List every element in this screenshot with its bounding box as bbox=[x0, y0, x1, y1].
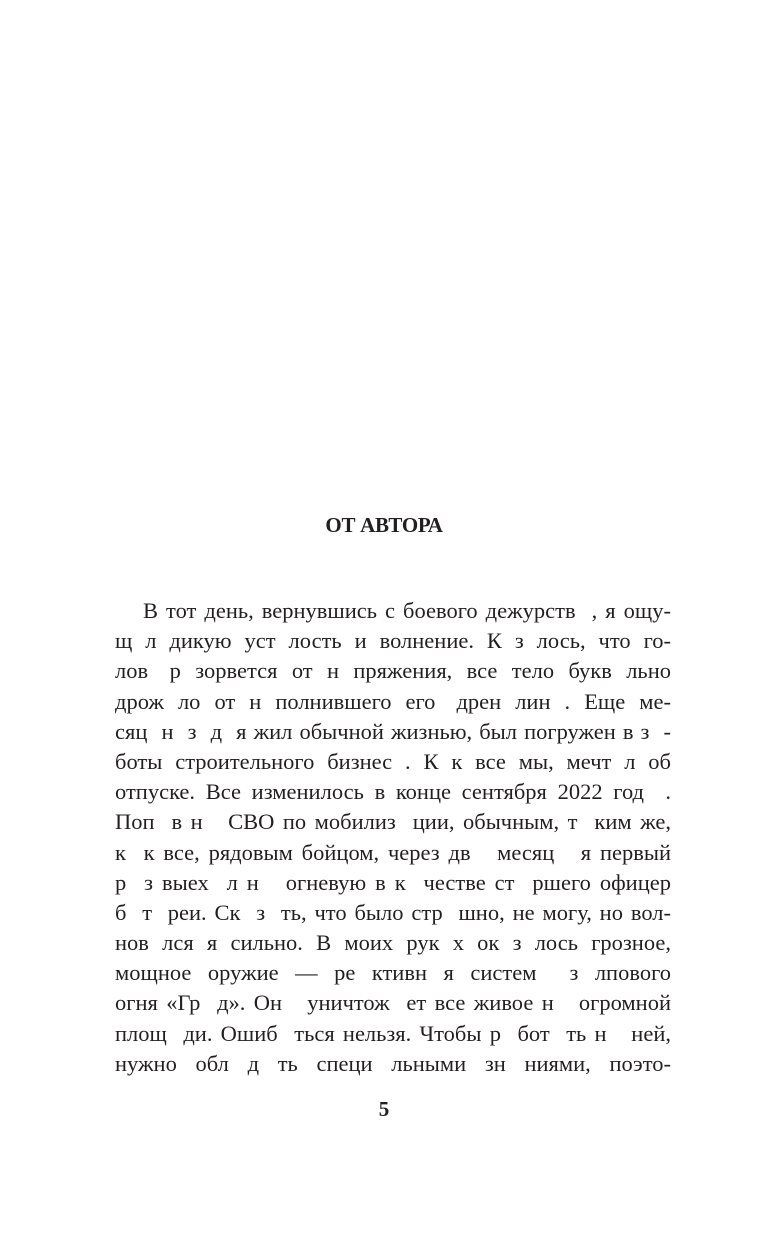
text-line: щ л дикую уст лость и волнение. К з лось, что го- bbox=[115, 628, 671, 654]
chapter-heading: ОТ АВТОРА bbox=[325, 513, 443, 537]
text-line: лов р зорвется от н пряжения, все тело букв льно bbox=[115, 658, 671, 684]
text-line: В тот день, вернувшись с боевого дежурств , я ощу- bbox=[143, 598, 671, 623]
page-number: 5 bbox=[378, 1097, 390, 1121]
text-line: р з выех л н огневую в к честве ст ршего офицер bbox=[115, 869, 671, 895]
text-line: сяц н з д я жил обычной жизнью, был погружен в з - bbox=[115, 718, 671, 744]
text-line: к к все, рядовым бойцом, через дв месяц я первый bbox=[115, 839, 671, 865]
body-paragraph bbox=[115, 596, 671, 1079]
text-line: Поп в н СВО по мобилиз ции, обычным, т ким же, bbox=[115, 809, 671, 835]
text-line: нужно обл д ть специ льными зн ниями, поэто- bbox=[115, 1050, 671, 1076]
text-line: мощное оружие — ре ктивн я систем з лпового bbox=[115, 960, 671, 986]
text-line: дрож ло от н полнившего его дрен лин . Еще ме- bbox=[115, 688, 671, 714]
text-line: огня «Гр д». Он уничтож ет все живое н огромной bbox=[115, 990, 671, 1016]
text-line: нов лся я сильно. В моих рук х ок з лось грозное, bbox=[115, 930, 671, 956]
text-line: площ ди. Ошиб ться нельзя. Чтобы р бот ть н ней, bbox=[115, 1020, 671, 1046]
text-line: б т реи. Ск з ть, что было стр шно, не могу, но вол- bbox=[115, 899, 671, 925]
text-line: боты строительного бизнес . К к все мы, мечт л об bbox=[115, 748, 671, 774]
text-line: отпуске. Все изменилось в конце сентября 2022 год . bbox=[115, 779, 671, 805]
